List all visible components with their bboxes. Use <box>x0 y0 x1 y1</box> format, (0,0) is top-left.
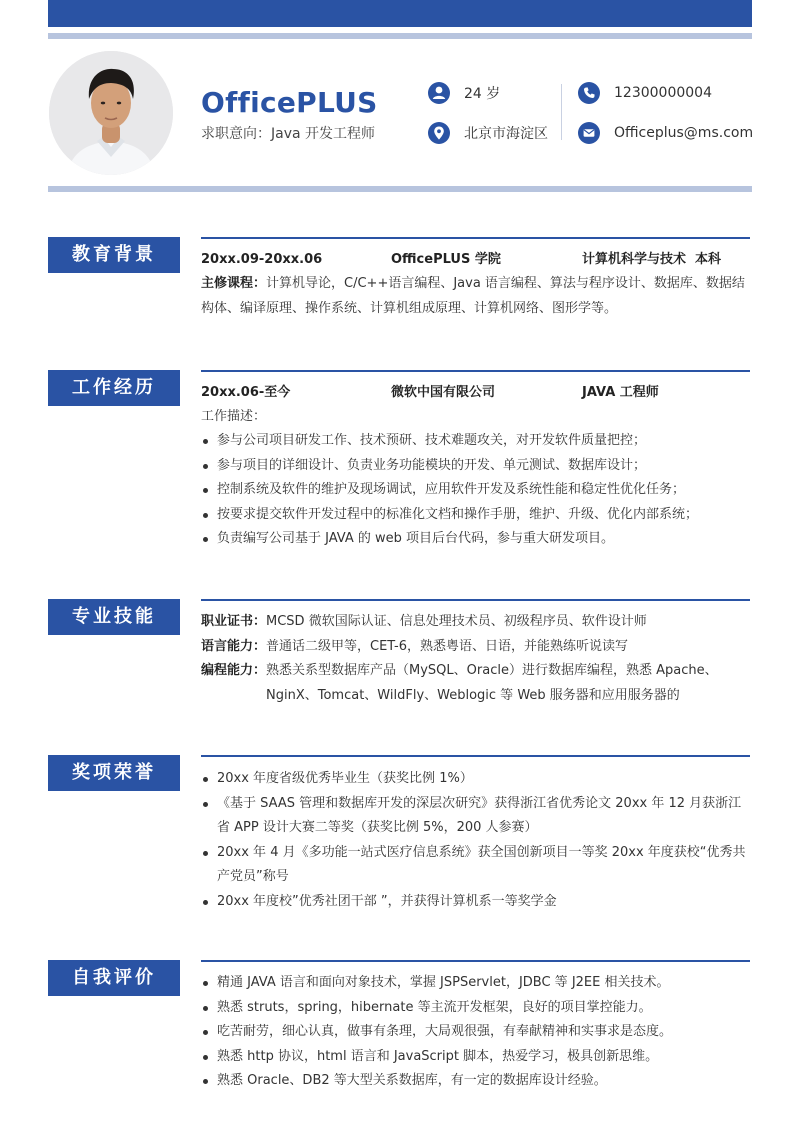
contact-phone <box>578 81 712 105</box>
job-intent: 求职意向：Java 开发工程师 <box>201 126 376 142</box>
candidate-name: OfficePLUS <box>201 86 378 119</box>
education-school: OfficePLUS 学院 <box>391 252 501 267</box>
courses-text: 计算机导论，C/C++语言编程、Java 语言编程、算法与程序设计、数据库、数据结构体、编译原理、操作系统、计算机组成原理、计算机网络、图形学等。 <box>201 276 745 316</box>
list-item: 熟悉 struts，spring，hibernate 等主流开发框架，良好的项目掌控能力。 <box>201 996 751 1021</box>
profile-photo <box>49 51 173 175</box>
age-text: 24 岁 <box>464 86 501 102</box>
list-item: 精通 JAVA 语言和面向对象技术，掌握 JSPServlet，JDBC 等 J2EE 相关技术。 <box>201 971 751 996</box>
section-title-work: 工作经历 <box>48 370 180 406</box>
portrait-illustration <box>49 51 173 175</box>
phone-icon <box>578 82 600 104</box>
location-text: 北京市海淀区 <box>464 126 548 142</box>
skill-row-programming <box>201 659 750 708</box>
work-header-row <box>201 382 750 404</box>
work-desc-label: 工作描述： <box>201 409 267 424</box>
work-duty-list <box>201 429 751 552</box>
work-role: JAVA 工程师 <box>582 385 659 400</box>
education-major: 计算机科学与技术 本科 <box>582 252 722 267</box>
mail-icon <box>578 122 600 144</box>
section-title-self-evaluation: 自我评价 <box>48 960 180 996</box>
header-top-rule <box>48 33 752 39</box>
section-rule-work <box>201 370 750 372</box>
section-title-skills: 专业技能 <box>48 599 180 635</box>
phone-text: 12300000004 <box>614 85 712 101</box>
contact-divider <box>561 84 562 140</box>
list-item: 20xx 年度校”优秀社团干部 ”，并获得计算机系一等奖学金 <box>201 890 751 915</box>
education-date: 20xx.09-20xx.06 <box>201 252 323 267</box>
location-pin-icon <box>428 122 450 144</box>
skill-label: 职业证书： <box>201 614 267 629</box>
list-item: 控制系统及软件的维护及现场调试，应用软件开发及系统性能和稳定性优化任务； <box>201 478 751 503</box>
person-icon <box>428 82 450 104</box>
list-item: 20xx 年度省级优秀毕业生（获奖比例 1%） <box>201 767 751 792</box>
list-item: 负责编写公司基于 JAVA 的 web 项目后台代码，参与重大研发项目。 <box>201 527 751 552</box>
education-courses <box>201 272 750 321</box>
header-top-band <box>48 0 752 27</box>
skill-text: 熟悉关系型数据库产品（MySQL、Oracle）进行数据库编程，熟悉 Apache、NginX、Tomcat、WildFly、Weblogic 等 Web 服务器和应用服务器的 <box>266 663 718 703</box>
list-item: 《基于 SAAS 管理和数据库开发的深层次研究》获得浙江省优秀论文 20xx 年 12 月获浙江省 APP 设计大赛二等奖（获奖比例 5%，200 人参赛） <box>201 792 751 841</box>
section-rule-education <box>201 237 750 239</box>
section-title-education: 教育背景 <box>48 237 180 273</box>
list-item: 20xx 年 4 月《多功能一站式医疗信息系统》获全国创新项目一等奖 20xx 年度获校“优秀共产党员”称号 <box>201 841 751 890</box>
skill-text: MCSD 微软国际认证、信息处理技术员、初级程序员、软件设计师 <box>266 614 647 629</box>
work-date: 20xx.06-至今 <box>201 385 291 400</box>
work-company: 微软中国有限公司 <box>391 385 496 400</box>
skill-label: 语言能力： <box>201 638 267 654</box>
skill-text: 普通话二级甲等，CET-6，熟悉粤语、日语，并能熟练听说读写 <box>266 638 629 654</box>
list-item: 参与公司项目研发工作、技术预研、技术难题攻关，对开发软件质量把控； <box>201 429 751 454</box>
list-item: 参与项目的详细设计、负责业务功能模块的开发、单元测试、数据库设计； <box>201 454 751 479</box>
list-item: 熟悉 Oracle、DB2 等大型关系数据库，有一定的数据库设计经验。 <box>201 1069 751 1094</box>
contact-age <box>428 81 500 105</box>
list-item: 熟悉 http 协议，html 语言和 JavaScript 脚本，热爱学习，极具创新思维。 <box>201 1045 751 1070</box>
list-item: 按要求提交软件开发过程中的标准化文档和操作手册，维护、升级、优化内部系统； <box>201 503 751 528</box>
header-bottom-rule <box>48 186 752 192</box>
email-text: Officeplus@ms.com <box>614 125 754 141</box>
list-item: 吃苦耐劳，细心认真，做事有条理，大局观很强，有奉献精神和实事求是态度。 <box>201 1020 751 1045</box>
skill-row-certificates <box>201 610 750 635</box>
skill-label: 编程能力： <box>201 663 267 678</box>
contact-location <box>428 121 548 145</box>
skill-row-language <box>201 635 750 660</box>
courses-label: 主修课程： <box>201 276 267 291</box>
self-evaluation-list <box>201 971 751 1094</box>
section-rule-awards <box>201 755 750 757</box>
awards-list <box>201 767 751 914</box>
section-title-awards: 奖项荣誉 <box>48 755 180 791</box>
skills-list <box>201 610 750 708</box>
contact-email <box>578 121 753 145</box>
section-rule-self-evaluation <box>201 960 750 962</box>
section-rule-skills <box>201 599 750 601</box>
education-header-row <box>201 249 750 271</box>
